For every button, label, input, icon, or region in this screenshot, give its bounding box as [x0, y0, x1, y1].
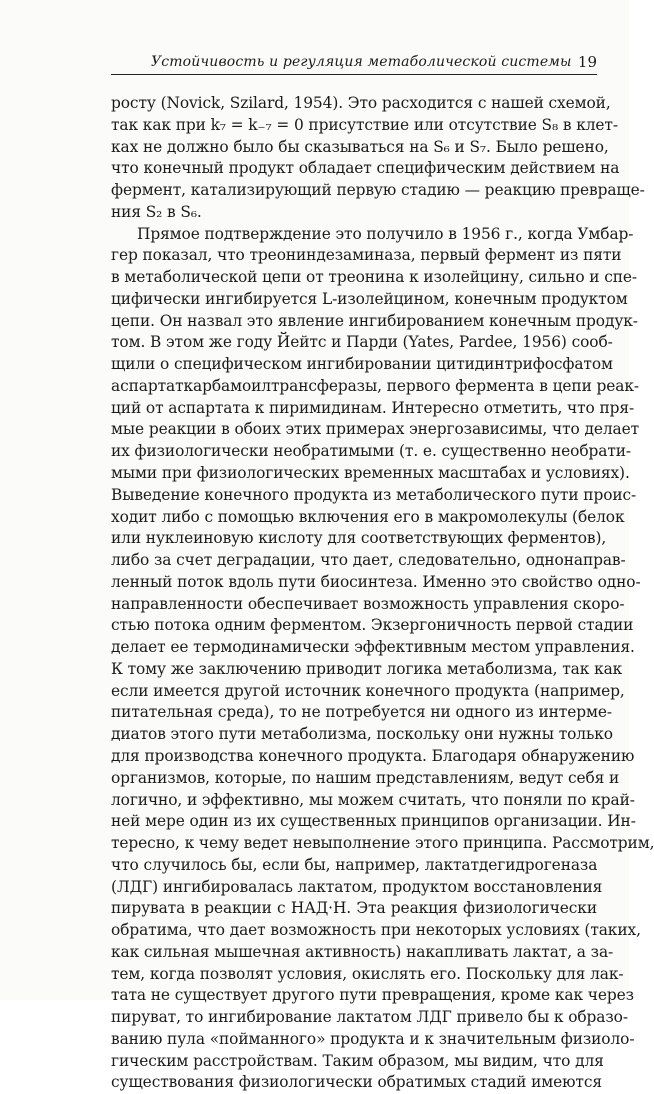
text-line: логично, и эффективно, мы можем считать, что поняли по край- [111, 790, 635, 809]
text-line: ках не должно было бы сказываться на S₆ и S₇. Было решено, [111, 137, 609, 156]
page-number: 19 [577, 53, 597, 71]
main-text [111, 93, 654, 1092]
text-line: цифически ингибируется L-изолейцином, конечным продуктом [111, 289, 628, 308]
text-line: так как при k₇ = k₋₇ = 0 присутствие или отсутствие S₈ в клет- [111, 115, 618, 134]
text-line: пирувата в реакции с НАД·Н. Эта реакция физиологически [111, 899, 597, 918]
text-line: том. В этом же году Йейтс и Парди (Yates, Pardee, 1956) сооб- [111, 333, 613, 352]
text-line: Выведение конечного продукта из метаболического пути проис- [111, 485, 637, 504]
text-line: для производства конечного продукта. Благодаря обнаружению [111, 746, 635, 765]
text-line: ней мере один из их существенных принципов организации. Ин- [111, 812, 636, 831]
text-line: делает ее термодинамически эффективным местом управления. [111, 638, 635, 657]
text-line: обратима, что дает возможность при некоторых условиях (таких, [111, 921, 641, 940]
text-line: пируват, то ингибирование лактатом ЛДГ привело бы к образо- [111, 1008, 628, 1027]
text-line: их физиологически необратимыми (т. е. существенно необрати- [111, 442, 631, 461]
text-line: Прямое подтверждение это получило в 1956 г., когда Умбар- [137, 224, 634, 243]
text-line: гер показал, что треониндезаминаза, первый фермент из пяти [111, 246, 622, 265]
text-line: К тому же заключению приводит логика метаболизма, так как [111, 659, 623, 678]
text-line: мыми при физиологических временных масштабах и условиях). [111, 464, 630, 483]
text-line: щили о специфическом ингибировании цитидинтрифосфатом [111, 355, 613, 374]
text-line: ния S₂ в S₆. [111, 202, 202, 221]
text-line: как сильная мышечная активность) накапливать лактат, а за- [111, 942, 614, 961]
text-line: тересно, к чему ведет невыполнение этого принципа. Рассмотрим, [111, 834, 654, 853]
text-line: в метаболической цепи от треонина к изолейцину, сильно и спе- [111, 268, 638, 287]
text-line: ходит либо с помощью включения его в макромолекулы (белок [111, 507, 625, 526]
text-line: ций от аспартата к пиримидинам. Интересно отметить, что пря- [111, 398, 635, 417]
text-line: существования физиологически обратимых стадий имеются [111, 1073, 602, 1092]
running-header [111, 52, 597, 75]
text-line: диатов этого пути метаболизма, поскольку они нужны только [111, 725, 613, 744]
text-line: либо за счет деградации, что дает, следовательно, однонаправ- [111, 551, 626, 570]
text-line: организмов, которые, по нашим представлениям, ведут себя и [111, 768, 620, 787]
text-line: питательная среда), то не потребуется ни одного из интерме- [111, 703, 612, 722]
text-line: ленный поток вдоль пути биосинтеза. Именно это свойство одно- [111, 572, 641, 591]
text-line: направленности обеспечивает возможность управления скоро- [111, 594, 625, 613]
text-line: цепи. Он назвал это явление ингибированием конечным продук- [111, 311, 638, 330]
text-line: (ЛДГ) ингибировалась лактатом, продуктом восстановления [111, 877, 603, 896]
text-line: ванию пула «пойманного» продукта и к значительным физиоло- [111, 1029, 635, 1048]
text-line: что конечный продукт обладает специфическим действием на [111, 159, 620, 178]
text-line: тем, когда позволят условия, окислять его. Поскольку для лак- [111, 964, 624, 983]
text-line: аспартаткарбамоилтрансферазы, первого фермента в цепи реак- [111, 376, 640, 395]
text-line: тата не существует другого пути превращения, кроме как через [111, 986, 634, 1005]
text-line: стью потока одним ферментом. Экзергоничность первой стадии [111, 616, 634, 635]
text-line: росту (Novick, Szilard, 1954). Это расходится с нашей схемой, [111, 94, 611, 112]
text-line: или нуклеиновую кислоту для соответствующих ферментов), [111, 529, 607, 548]
text-line: что случилось бы, если бы, например, лактатдегидрогеназа [111, 855, 598, 874]
running-title: Устойчивость и регуляция метаболической системы [151, 54, 572, 70]
text-line: гическим расстройствам. Таким образом, мы видим, что для [111, 1051, 604, 1070]
text-line: если имеется другой источник конечного продукта (например, [111, 681, 625, 700]
text-line: фермент, катализирующий первую стадию — реакцию превраще- [111, 181, 645, 200]
text-line: мые реакции в обоих этих примерах энергозависимы, что делает [111, 420, 640, 439]
